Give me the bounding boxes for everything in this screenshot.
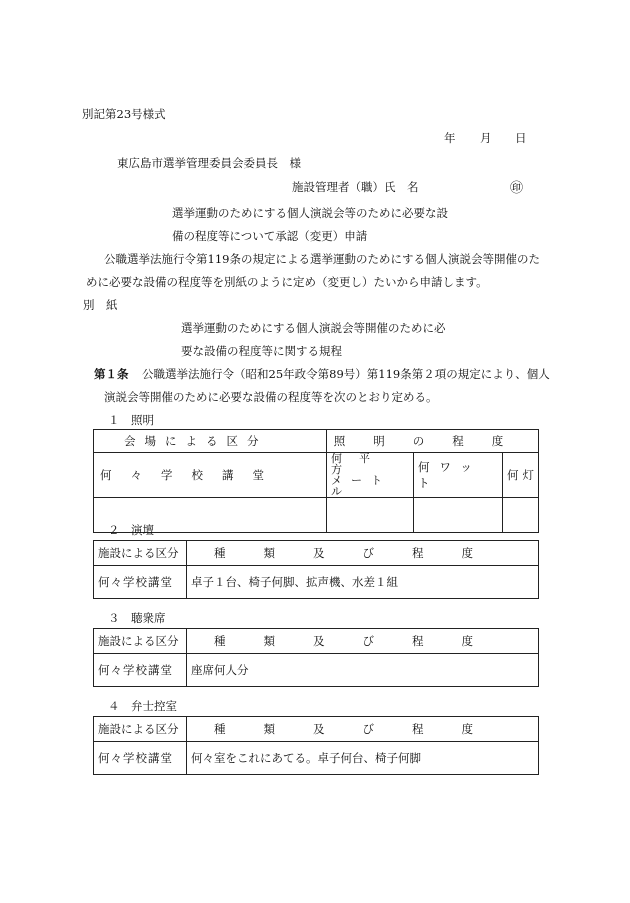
speaker-room-table	[93, 716, 539, 775]
seating-content: 座席何人分	[191, 663, 249, 677]
podium-header-right: 種類及び程度	[214, 546, 511, 560]
podium-header-left: 施設による区分	[98, 546, 179, 560]
seating-venue: 何々学校講堂	[98, 663, 173, 677]
section1-heading: １ 照明	[108, 413, 154, 427]
applicant-label: 施設管理者（職）氏 名	[292, 180, 419, 194]
body-line2: めに必要な設備の程度等を別紙のように定め（変更し）たいから申請します。	[86, 275, 488, 289]
seating-header-right: 種類及び程度	[214, 634, 511, 648]
date-year: 年	[444, 131, 456, 145]
lighting-table	[93, 429, 539, 533]
rules-title-line1: 選挙運動のためにする個人演説会等開催のために必	[181, 321, 446, 335]
rules-title-line2: 要な設備の程度等に関する規程	[181, 344, 342, 358]
addressee: 東広島市選挙管理委員会委員長 様	[117, 156, 301, 170]
podium-venue: 何々学校講堂	[98, 575, 173, 589]
podium-table	[93, 540, 539, 599]
area-column: 何平方 メートル	[331, 452, 391, 498]
date-month: 月	[480, 131, 492, 145]
podium-content: 卓子１台、椅子何脚、拡声機、水差１組	[191, 575, 398, 589]
lighting-header-left: 会場による区分	[124, 434, 268, 448]
speaker-room-header-left: 施設による区分	[98, 722, 179, 736]
watt-column: 何ワット	[418, 460, 482, 490]
lighting-venue: 何々学校講堂	[100, 468, 283, 482]
title-line2: 備の程度等について承認（変更）申請	[172, 229, 368, 243]
section2-heading: ２ 演壇	[108, 523, 154, 537]
title-line1: 選挙運動のためにする個人演説会等のために必要な設	[172, 206, 448, 220]
seal-icon: ㊞	[510, 181, 524, 196]
seating-table	[93, 628, 539, 687]
body-line1: 公職選挙法施行令第119条の規定による選挙運動のためにする個人演説会等開催のた	[104, 252, 540, 266]
lamp-column: 何 灯	[507, 468, 534, 482]
article1-line2: 演説会等開催のために必要な設備の程度等を次のとおり定める。	[104, 390, 438, 404]
date-day: 日	[515, 131, 527, 145]
lighting-header-right: 照明の程度	[333, 434, 532, 448]
article1-label: 第１条	[94, 367, 129, 381]
seating-header-left: 施設による区分	[98, 634, 179, 648]
form-label: 別記第23号様式	[82, 107, 166, 121]
article1-line1: 公職選挙法施行令（昭和25年政令第89号）第119条第２項の規定により、個人	[142, 367, 550, 381]
speaker-room-venue: 何々学校講堂	[98, 751, 173, 765]
speaker-room-header-right: 種類及び程度	[214, 722, 511, 736]
speaker-room-content: 何々室をこれにあてる。卓子何台、椅子何脚	[191, 751, 421, 765]
section4-heading: ４ 弁士控室	[108, 699, 177, 713]
attachment-label: 別 紙	[83, 298, 118, 312]
section3-heading: ３ 聴衆席	[108, 611, 166, 625]
